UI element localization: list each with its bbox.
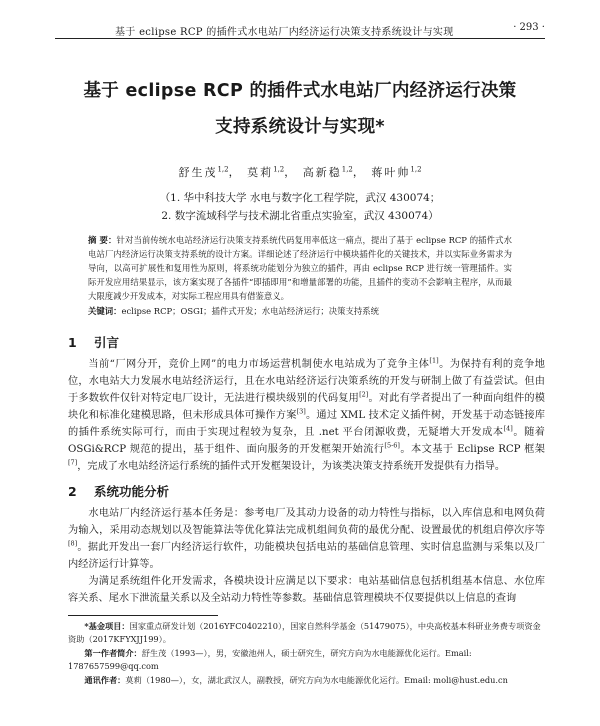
keywords-label: 关键词： (88, 305, 122, 316)
abstract (88, 233, 512, 304)
author-separator: ， (352, 165, 366, 179)
paper-title-line-2: 支持系统设计与实现* (215, 117, 385, 137)
text-run: ，完成了水电站经济运行系统的插件式开发框架设计，为该类决策支持系统开发提供有力指导。 (77, 460, 506, 472)
affiliation-1: （1. 华中科技大学 水电与数字化工程学院，武汉 430074； (159, 191, 441, 204)
author (247, 166, 284, 179)
author-separator: ， (228, 165, 242, 179)
citation: [1] (429, 356, 439, 365)
citation: [8] (68, 539, 78, 548)
footnote-text: 莫莉（1980—），女，湖北武汉人，副教授，研究方向为水电能源优化运行。Email: moli@hust.edu.cn (125, 674, 508, 685)
body-paragraph (68, 573, 545, 607)
author-separator: ， (284, 165, 298, 179)
footnote-divider (68, 615, 218, 616)
footnotes (68, 620, 548, 694)
abstract-text: 针对当前传统水电站经济运行决策支持系统代码复用率低这一痛点，提出了基于 eclipse RCP 的插件式水电站厂内经济运行决策支持系统的设计方案。详细论述了经济运行中模块插件化的关键技术，并以实际业务需求为导向，以高可扩展性和复用性为原则，将系统功能划分为独立的插件，再由 eclipse RCP 进行统一管理插件。实际开发应用结果显示，该方案实现了各插件“即插即用”和增量部署的功能，且插件的变动不会影响主程序，从而最大限度减少开发成本，对实际工程应用具有借鉴意义。 (88, 234, 513, 302)
author-list (55, 161, 545, 181)
footnote-first-author (68, 647, 548, 674)
text-run: 。通过 XML 技术定义插件树，开发基于动态链接库的插件系统实际可行，而由于实现过程较为复杂，且 .net 平台闭源收费，无疑增大开发成本 (68, 409, 545, 438)
page-number: · 293 · (513, 22, 545, 33)
text-run: 。对此有学者提出了一种面向组件的模块化和标准化建模思路，但未形成具体可操作方案 (68, 392, 545, 421)
body-paragraph (68, 505, 545, 573)
abstract-label: 摘 要： (88, 234, 117, 245)
running-header (55, 20, 545, 39)
author-name: 蒋叶帅 (371, 165, 411, 179)
affiliation-2: 2. 数字流域科学与技术湖北省重点实验室，武汉 430074） (161, 209, 439, 222)
author-affiliation-mark: 1,2 (410, 165, 422, 173)
footnote-text: 国家重点研发计划（2016YFC0402210），国家自然科学基金（51479075），中央高校基本科研业务费专项资金资助（2017KFYXJJ199）。 (68, 620, 541, 645)
author-affiliation-mark: 1,2 (273, 165, 285, 173)
text-run: 。本文基于 Eclipse RCP 框架 (399, 443, 545, 455)
section-title: 系统功能分析 (94, 483, 170, 499)
running-title: 基于 eclipse RCP 的插件式水电站厂内经济运行决策支持系统设计与实现 (115, 27, 454, 38)
author-name: 莫莉 (247, 165, 274, 179)
section-heading-intro (68, 334, 545, 352)
footnote-label: *基金项目： (84, 620, 130, 631)
footnote-label: 第一作者简介： (84, 647, 142, 658)
citation: [2] (359, 390, 369, 399)
section-title: 引言 (94, 334, 120, 350)
citation: [7] (68, 458, 78, 467)
author-name: 高新稳 (302, 165, 342, 179)
keywords-text: eclipse RCP；OSGI；插件式开发；水电站经济运行；决策支持系统 (121, 305, 379, 316)
keywords (88, 304, 512, 318)
footnote-corresponding-author (68, 674, 548, 688)
paper-title-line-1: 基于 eclipse RCP 的插件式水电站厂内经济运行决策 (83, 81, 517, 101)
author-affiliation-mark: 1,2 (341, 165, 353, 173)
text-run: 。据此开发出一套厂内经济运行软件，功能模块包括电站的基础信息管理、实时信息监测与采集以及厂内经济运行计算等。 (68, 541, 545, 570)
author (303, 166, 353, 179)
section-number: 1 (68, 334, 77, 350)
footnote-text: 舒生茂（1993—），男，安徽池州人，硕士研究生，研究方向为水电能源优化运行。Email: 1787657599@qq.com (68, 647, 472, 672)
author-affiliation-mark: 1,2 (217, 165, 229, 173)
footnote-funding (68, 620, 548, 647)
text-run: 为满足系统组件化开发需求，各模块设计应满足以下要求：电站基础信息包括机组基本信息、水位库容关系、尾水下泄流量关系以及全站动力特性等参数。基础信息管理模块不仅要提供以上信息的查询 (68, 575, 545, 604)
footnote-label: 通讯作者： (84, 674, 126, 685)
page-content (0, 79, 600, 693)
citation: [3] (296, 407, 306, 416)
text-run: 水电站厂内经济运行基本任务是：参考电厂及其动力设备的动力特性与指标，以入库信息和电网负荷为输入，采用动态规划以及智能算法等优化算法完成机组间负荷的最优分配、设置最优的机组启停次序等 (68, 507, 545, 536)
section-number: 2 (68, 483, 77, 499)
body-paragraph (68, 356, 545, 475)
section-heading-function-analysis (68, 483, 545, 501)
text-run: 当前“厂网分开，竞价上网”的电力市场运营机制使水电站成为了竞争主体 (88, 358, 430, 370)
author (371, 166, 421, 179)
text-run: 。为保持有利的竞争地位，水电站大力发展水电站经济运行，且在水电站经济运行决策系统的开发与研制上做了有益尝试。但由于多数软件仅针对特定电厂设计，无法进行模块级别的代码复用 (68, 358, 545, 404)
text-run: 。随着 OSGi&RCP 规范的提出，基于组件、面向服务的开发框架开始流行 (68, 426, 545, 455)
author-name: 舒生茂 (178, 165, 218, 179)
author (178, 166, 228, 179)
citation: [5-6] (384, 441, 400, 450)
citation: [4] (503, 424, 513, 433)
